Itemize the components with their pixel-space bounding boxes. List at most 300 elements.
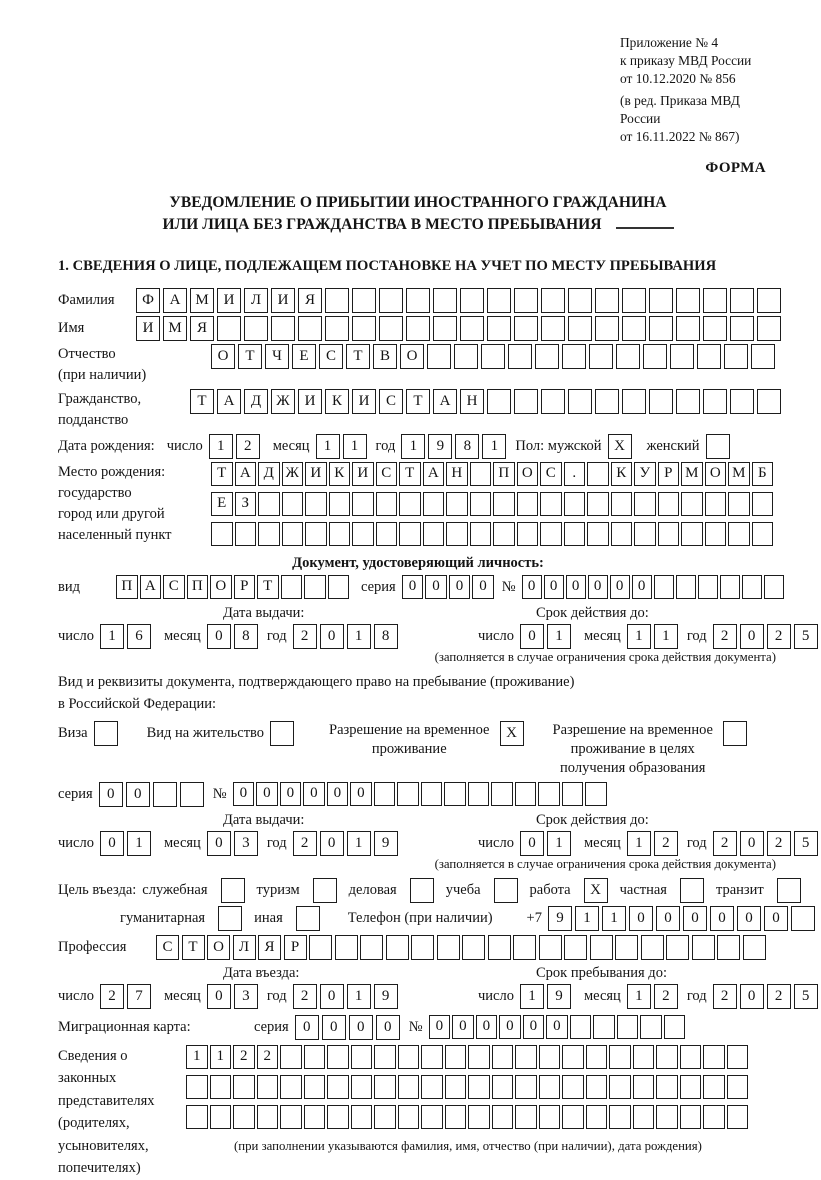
char-cell[interactable]: 9 <box>428 434 452 459</box>
char-cell[interactable]: З <box>235 492 257 516</box>
char-cell[interactable]: О <box>210 575 232 599</box>
char-cell[interactable]: А <box>163 288 187 313</box>
char-cell[interactable] <box>487 316 511 341</box>
char-cell[interactable] <box>445 1075 467 1099</box>
char-cell[interactable] <box>517 522 539 546</box>
char-cell[interactable]: 0 <box>100 831 124 856</box>
char-cell[interactable] <box>280 1105 302 1129</box>
char-cell[interactable]: О <box>207 935 230 960</box>
char-cell[interactable]: 0 <box>320 624 344 649</box>
char-cell[interactable]: 0 <box>402 575 424 599</box>
char-cell[interactable]: 8 <box>234 624 258 649</box>
char-cell[interactable] <box>329 522 351 546</box>
char-cell[interactable]: 0 <box>207 624 231 649</box>
char-cell[interactable]: Т <box>406 389 430 414</box>
char-cell[interactable] <box>444 782 466 806</box>
char-cell[interactable] <box>705 492 727 516</box>
char-cell[interactable] <box>634 522 656 546</box>
char-cell[interactable]: 3 <box>234 984 258 1009</box>
char-cell[interactable]: Я <box>190 316 214 341</box>
char-cell[interactable]: 1 <box>627 831 651 856</box>
char-cell[interactable]: Т <box>182 935 205 960</box>
char-cell[interactable] <box>304 1045 326 1069</box>
char-cell[interactable] <box>427 344 451 369</box>
char-cell[interactable]: 2 <box>654 831 678 856</box>
char-cell[interactable]: И <box>271 288 295 313</box>
char-cell[interactable]: 0 <box>303 782 325 806</box>
char-cell[interactable] <box>468 782 490 806</box>
char-cell[interactable]: 9 <box>548 906 572 931</box>
char-cell[interactable]: . <box>564 462 586 486</box>
char-cell[interactable] <box>703 1045 725 1069</box>
char-cell[interactable]: 1 <box>209 434 233 459</box>
char-cell[interactable]: Р <box>284 935 307 960</box>
char-cell[interactable] <box>437 935 460 960</box>
purpose-official-checkbox[interactable] <box>221 878 245 903</box>
char-cell[interactable]: О <box>400 344 424 369</box>
char-cell[interactable] <box>539 1105 561 1129</box>
char-cell[interactable] <box>703 389 727 414</box>
char-cell[interactable]: 0 <box>99 782 123 807</box>
char-cell[interactable] <box>727 1105 749 1129</box>
char-cell[interactable] <box>454 344 478 369</box>
char-cell[interactable] <box>705 522 727 546</box>
char-cell[interactable]: 0 <box>320 984 344 1009</box>
char-cell[interactable]: 1 <box>347 831 371 856</box>
char-cell[interactable] <box>374 1105 396 1129</box>
char-cell[interactable] <box>634 492 656 516</box>
char-cell[interactable]: 0 <box>629 906 653 931</box>
char-cell[interactable] <box>470 462 492 486</box>
char-cell[interactable] <box>398 1075 420 1099</box>
char-cell[interactable]: Б <box>752 462 774 486</box>
char-cell[interactable] <box>538 782 560 806</box>
char-cell[interactable] <box>180 782 204 807</box>
char-cell[interactable]: П <box>187 575 209 599</box>
char-cell[interactable] <box>590 935 613 960</box>
char-cell[interactable] <box>535 344 559 369</box>
char-cell[interactable] <box>508 344 532 369</box>
char-cell[interactable] <box>752 492 774 516</box>
char-cell[interactable] <box>586 1075 608 1099</box>
char-cell[interactable] <box>352 522 374 546</box>
char-cell[interactable] <box>514 389 538 414</box>
char-cell[interactable]: 8 <box>374 624 398 649</box>
char-cell[interactable] <box>514 316 538 341</box>
char-cell[interactable]: 0 <box>327 782 349 806</box>
char-cell[interactable]: С <box>379 389 403 414</box>
char-cell[interactable]: 0 <box>350 782 372 806</box>
char-cell[interactable] <box>487 389 511 414</box>
purpose-tourism-checkbox[interactable] <box>313 878 337 903</box>
char-cell[interactable] <box>423 522 445 546</box>
char-cell[interactable] <box>374 1075 396 1099</box>
char-cell[interactable] <box>692 935 715 960</box>
char-cell[interactable] <box>398 1045 420 1069</box>
char-cell[interactable] <box>411 935 434 960</box>
char-cell[interactable] <box>617 1015 639 1039</box>
char-cell[interactable] <box>562 1075 584 1099</box>
char-cell[interactable] <box>281 575 303 599</box>
char-cell[interactable]: 0 <box>207 831 231 856</box>
char-cell[interactable]: 1 <box>127 831 151 856</box>
char-cell[interactable]: Р <box>234 575 256 599</box>
char-cell[interactable] <box>676 316 700 341</box>
char-cell[interactable]: 0 <box>429 1015 451 1039</box>
char-cell[interactable] <box>681 522 703 546</box>
char-cell[interactable] <box>421 1045 443 1069</box>
char-cell[interactable]: К <box>325 389 349 414</box>
char-cell[interactable]: Н <box>446 462 468 486</box>
char-cell[interactable] <box>564 935 587 960</box>
char-cell[interactable] <box>586 1045 608 1069</box>
char-cell[interactable]: П <box>493 462 515 486</box>
char-cell[interactable] <box>210 1075 232 1099</box>
char-cell[interactable] <box>680 1075 702 1099</box>
char-cell[interactable] <box>235 522 257 546</box>
char-cell[interactable] <box>666 935 689 960</box>
char-cell[interactable] <box>680 1105 702 1129</box>
char-cell[interactable]: 9 <box>374 831 398 856</box>
char-cell[interactable] <box>325 316 349 341</box>
temp-residence-checkbox[interactable]: X <box>500 721 524 746</box>
char-cell[interactable]: 2 <box>654 984 678 1009</box>
char-cell[interactable]: И <box>352 462 374 486</box>
char-cell[interactable] <box>257 1075 279 1099</box>
char-cell[interactable] <box>703 1105 725 1129</box>
char-cell[interactable] <box>540 522 562 546</box>
char-cell[interactable] <box>492 1075 514 1099</box>
char-cell[interactable] <box>515 1105 537 1129</box>
char-cell[interactable] <box>304 575 326 599</box>
char-cell[interactable]: 0 <box>610 575 630 599</box>
char-cell[interactable]: 0 <box>322 1015 346 1040</box>
char-cell[interactable]: 0 <box>233 782 255 806</box>
char-cell[interactable] <box>445 1105 467 1129</box>
char-cell[interactable] <box>649 316 673 341</box>
char-cell[interactable] <box>568 288 592 313</box>
char-cell[interactable]: А <box>140 575 162 599</box>
char-cell[interactable] <box>513 935 536 960</box>
char-cell[interactable]: 1 <box>602 906 626 931</box>
char-cell[interactable] <box>481 344 505 369</box>
residence-permit-checkbox[interactable] <box>270 721 294 746</box>
char-cell[interactable]: 0 <box>710 906 734 931</box>
char-cell[interactable]: 2 <box>767 831 791 856</box>
char-cell[interactable]: Д <box>258 462 280 486</box>
char-cell[interactable] <box>352 288 376 313</box>
char-cell[interactable] <box>280 1045 302 1069</box>
char-cell[interactable]: Е <box>211 492 233 516</box>
char-cell[interactable] <box>664 1015 686 1039</box>
char-cell[interactable] <box>492 1105 514 1129</box>
char-cell[interactable] <box>541 288 565 313</box>
char-cell[interactable] <box>376 492 398 516</box>
char-cell[interactable] <box>186 1105 208 1129</box>
char-cell[interactable]: 2 <box>236 434 260 459</box>
char-cell[interactable] <box>654 575 674 599</box>
char-cell[interactable]: 2 <box>767 984 791 1009</box>
char-cell[interactable]: 2 <box>713 831 737 856</box>
char-cell[interactable] <box>724 344 748 369</box>
char-cell[interactable] <box>703 316 727 341</box>
char-cell[interactable]: О <box>211 344 235 369</box>
char-cell[interactable] <box>676 575 696 599</box>
char-cell[interactable]: 2 <box>293 624 317 649</box>
char-cell[interactable] <box>562 1105 584 1129</box>
char-cell[interactable] <box>703 288 727 313</box>
char-cell[interactable] <box>374 782 396 806</box>
char-cell[interactable]: С <box>163 575 185 599</box>
char-cell[interactable] <box>609 1045 631 1069</box>
char-cell[interactable]: 0 <box>520 831 544 856</box>
char-cell[interactable] <box>633 1105 655 1129</box>
char-cell[interactable] <box>386 935 409 960</box>
gender-male-checkbox[interactable]: X <box>608 434 632 459</box>
char-cell[interactable]: 6 <box>127 624 151 649</box>
char-cell[interactable] <box>379 316 403 341</box>
char-cell[interactable] <box>421 1075 443 1099</box>
char-cell[interactable] <box>703 1075 725 1099</box>
char-cell[interactable] <box>493 522 515 546</box>
char-cell[interactable]: Л <box>233 935 256 960</box>
char-cell[interactable] <box>640 1015 662 1039</box>
char-cell[interactable]: 8 <box>455 434 479 459</box>
purpose-business-checkbox[interactable] <box>410 878 434 903</box>
char-cell[interactable] <box>564 522 586 546</box>
char-cell[interactable] <box>329 492 351 516</box>
char-cell[interactable] <box>280 1075 302 1099</box>
char-cell[interactable] <box>327 1045 349 1069</box>
char-cell[interactable] <box>244 316 268 341</box>
char-cell[interactable] <box>698 575 718 599</box>
char-cell[interactable]: 0 <box>449 575 471 599</box>
char-cell[interactable] <box>352 492 374 516</box>
char-cell[interactable] <box>351 1045 373 1069</box>
char-cell[interactable] <box>460 288 484 313</box>
char-cell[interactable] <box>539 1045 561 1069</box>
char-cell[interactable] <box>595 316 619 341</box>
char-cell[interactable] <box>541 389 565 414</box>
char-cell[interactable] <box>539 1075 561 1099</box>
char-cell[interactable] <box>585 782 607 806</box>
char-cell[interactable] <box>727 1045 749 1069</box>
char-cell[interactable]: 2 <box>293 984 317 1009</box>
char-cell[interactable] <box>641 935 664 960</box>
char-cell[interactable] <box>271 316 295 341</box>
char-cell[interactable]: Т <box>211 462 233 486</box>
char-cell[interactable] <box>470 522 492 546</box>
char-cell[interactable]: 1 <box>186 1045 208 1069</box>
char-cell[interactable] <box>406 288 430 313</box>
char-cell[interactable] <box>406 316 430 341</box>
char-cell[interactable]: 7 <box>127 984 151 1009</box>
char-cell[interactable] <box>587 522 609 546</box>
char-cell[interactable] <box>352 316 376 341</box>
char-cell[interactable] <box>595 389 619 414</box>
char-cell[interactable]: Ф <box>136 288 160 313</box>
char-cell[interactable] <box>305 522 327 546</box>
char-cell[interactable] <box>562 1045 584 1069</box>
char-cell[interactable] <box>376 522 398 546</box>
char-cell[interactable]: 0 <box>376 1015 400 1040</box>
purpose-work-checkbox[interactable]: X <box>584 878 608 903</box>
char-cell[interactable] <box>730 288 754 313</box>
char-cell[interactable] <box>468 1075 490 1099</box>
char-cell[interactable]: М <box>190 288 214 313</box>
char-cell[interactable] <box>622 288 646 313</box>
char-cell[interactable] <box>757 288 781 313</box>
char-cell[interactable] <box>730 316 754 341</box>
char-cell[interactable] <box>541 316 565 341</box>
char-cell[interactable]: Ж <box>271 389 295 414</box>
char-cell[interactable] <box>587 492 609 516</box>
char-cell[interactable]: М <box>163 316 187 341</box>
char-cell[interactable] <box>697 344 721 369</box>
char-cell[interactable]: 0 <box>544 575 564 599</box>
char-cell[interactable]: К <box>611 462 633 486</box>
char-cell[interactable] <box>676 288 700 313</box>
char-cell[interactable] <box>728 492 750 516</box>
char-cell[interactable] <box>609 1105 631 1129</box>
char-cell[interactable] <box>681 492 703 516</box>
char-cell[interactable]: Т <box>399 462 421 486</box>
char-cell[interactable] <box>514 288 538 313</box>
char-cell[interactable]: 1 <box>100 624 124 649</box>
char-cell[interactable] <box>593 1015 615 1039</box>
char-cell[interactable]: Т <box>346 344 370 369</box>
char-cell[interactable]: 9 <box>547 984 571 1009</box>
char-cell[interactable] <box>515 1045 537 1069</box>
char-cell[interactable] <box>398 1105 420 1129</box>
char-cell[interactable]: 0 <box>207 984 231 1009</box>
char-cell[interactable]: 5 <box>794 624 818 649</box>
char-cell[interactable] <box>730 389 754 414</box>
char-cell[interactable] <box>217 316 241 341</box>
char-cell[interactable]: 1 <box>347 984 371 1009</box>
char-cell[interactable] <box>616 344 640 369</box>
char-cell[interactable]: 1 <box>520 984 544 1009</box>
char-cell[interactable] <box>568 316 592 341</box>
char-cell[interactable] <box>304 1075 326 1099</box>
char-cell[interactable] <box>540 492 562 516</box>
char-cell[interactable]: С <box>156 935 179 960</box>
char-cell[interactable]: А <box>235 462 257 486</box>
char-cell[interactable]: И <box>136 316 160 341</box>
char-cell[interactable] <box>743 935 766 960</box>
char-cell[interactable]: 1 <box>401 434 425 459</box>
char-cell[interactable] <box>211 522 233 546</box>
char-cell[interactable]: 0 <box>476 1015 498 1039</box>
char-cell[interactable]: 1 <box>627 984 651 1009</box>
char-cell[interactable] <box>210 1105 232 1129</box>
char-cell[interactable] <box>282 522 304 546</box>
char-cell[interactable]: 0 <box>256 782 278 806</box>
char-cell[interactable] <box>570 1015 592 1039</box>
char-cell[interactable]: 1 <box>547 831 571 856</box>
char-cell[interactable] <box>399 522 421 546</box>
char-cell[interactable]: Ж <box>282 462 304 486</box>
char-cell[interactable]: 0 <box>522 575 542 599</box>
char-cell[interactable] <box>611 492 633 516</box>
char-cell[interactable] <box>468 1105 490 1129</box>
char-cell[interactable]: Т <box>190 389 214 414</box>
char-cell[interactable]: 2 <box>713 624 737 649</box>
char-cell[interactable] <box>304 1105 326 1129</box>
char-cell[interactable]: 0 <box>523 1015 545 1039</box>
char-cell[interactable] <box>649 288 673 313</box>
char-cell[interactable] <box>757 389 781 414</box>
char-cell[interactable]: А <box>423 462 445 486</box>
purpose-transit-checkbox[interactable] <box>777 878 801 903</box>
char-cell[interactable]: А <box>217 389 241 414</box>
char-cell[interactable] <box>791 906 815 931</box>
char-cell[interactable]: 0 <box>740 624 764 649</box>
char-cell[interactable] <box>622 316 646 341</box>
char-cell[interactable] <box>379 288 403 313</box>
char-cell[interactable] <box>517 492 539 516</box>
char-cell[interactable]: В <box>373 344 397 369</box>
char-cell[interactable] <box>351 1105 373 1129</box>
char-cell[interactable]: 1 <box>347 624 371 649</box>
char-cell[interactable]: О <box>517 462 539 486</box>
char-cell[interactable] <box>562 344 586 369</box>
char-cell[interactable] <box>491 782 513 806</box>
char-cell[interactable] <box>446 492 468 516</box>
char-cell[interactable]: У <box>634 462 656 486</box>
purpose-other-checkbox[interactable] <box>296 906 320 931</box>
char-cell[interactable]: 1 <box>575 906 599 931</box>
char-cell[interactable] <box>487 288 511 313</box>
char-cell[interactable]: 1 <box>316 434 340 459</box>
char-cell[interactable] <box>460 316 484 341</box>
char-cell[interactable] <box>258 522 280 546</box>
char-cell[interactable] <box>609 1075 631 1099</box>
char-cell[interactable] <box>374 1045 396 1069</box>
char-cell[interactable]: 2 <box>713 984 737 1009</box>
char-cell[interactable] <box>670 344 694 369</box>
char-cell[interactable]: 1 <box>547 624 571 649</box>
char-cell[interactable] <box>397 782 419 806</box>
char-cell[interactable]: 1 <box>210 1045 232 1069</box>
gender-female-checkbox[interactable] <box>706 434 730 459</box>
char-cell[interactable] <box>327 1105 349 1129</box>
char-cell[interactable]: 1 <box>482 434 506 459</box>
char-cell[interactable]: 0 <box>737 906 761 931</box>
char-cell[interactable] <box>233 1075 255 1099</box>
purpose-study-checkbox[interactable] <box>494 878 518 903</box>
char-cell[interactable] <box>257 1105 279 1129</box>
char-cell[interactable]: 0 <box>472 575 494 599</box>
char-cell[interactable]: 0 <box>452 1015 474 1039</box>
char-cell[interactable] <box>615 935 638 960</box>
char-cell[interactable] <box>325 288 349 313</box>
char-cell[interactable]: 5 <box>794 984 818 1009</box>
char-cell[interactable] <box>309 935 332 960</box>
char-cell[interactable] <box>643 344 667 369</box>
char-cell[interactable]: 1 <box>654 624 678 649</box>
char-cell[interactable]: 0 <box>499 1015 521 1039</box>
char-cell[interactable] <box>595 288 619 313</box>
char-cell[interactable] <box>720 575 740 599</box>
char-cell[interactable]: 0 <box>280 782 302 806</box>
char-cell[interactable] <box>586 1105 608 1129</box>
char-cell[interactable]: Д <box>244 389 268 414</box>
char-cell[interactable] <box>328 575 350 599</box>
char-cell[interactable] <box>515 782 537 806</box>
char-cell[interactable]: Е <box>292 344 316 369</box>
char-cell[interactable]: Т <box>238 344 262 369</box>
